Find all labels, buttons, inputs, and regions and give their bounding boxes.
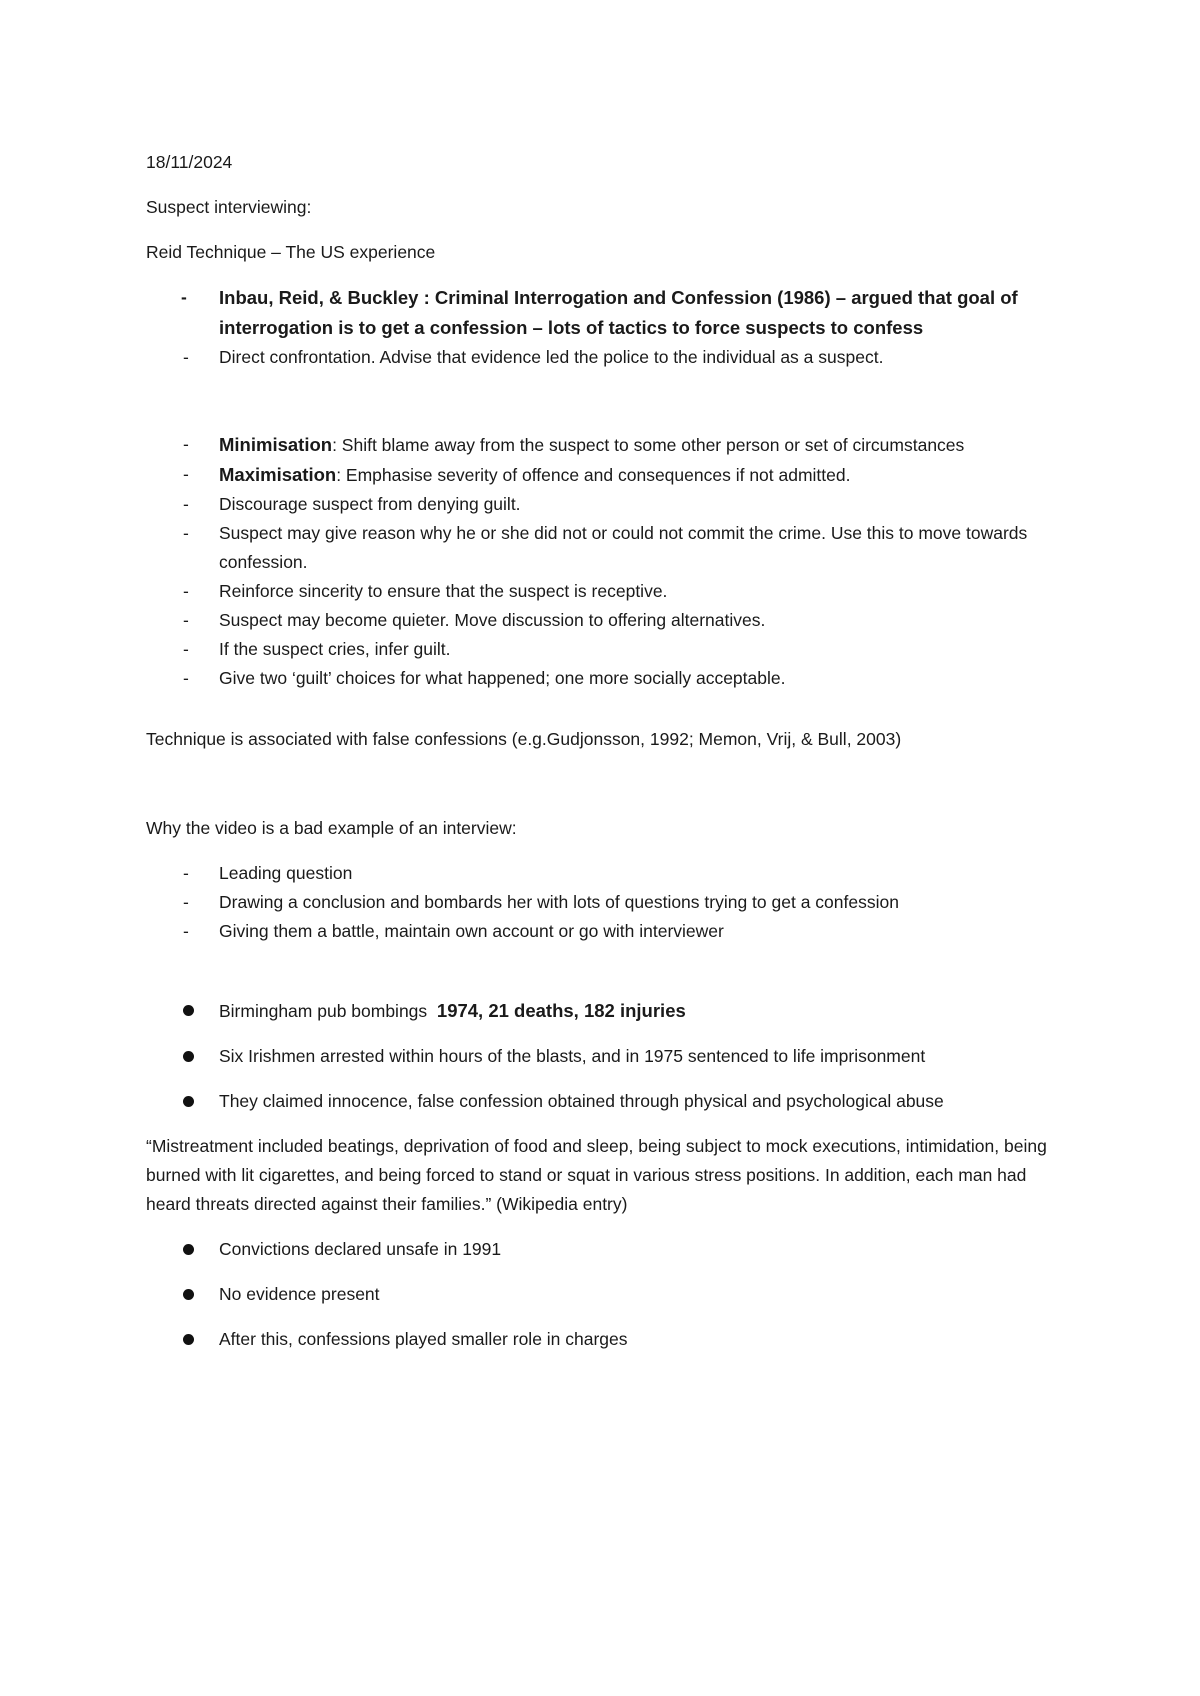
mistreatment-quote: “Mistreatment included beatings, deprivation of food and sleep, being subject to mock executions, intimidation, being burned with lit cigarettes, and being forced to stand or squat in various stress positions. In addition, each man had heard threats directed against their families.” (Wikipedia entry) <box>146 1136 1047 1214</box>
dash-marker: - <box>183 921 189 941</box>
dash-marker: - <box>183 347 189 367</box>
tactics-list <box>146 430 1066 693</box>
reid-point: Direct confrontation. Advise that evidence led the police to the individual as a suspect. <box>219 347 884 367</box>
dash-marker: - <box>183 581 189 601</box>
video-heading: Why the video is a bad example of an interview: <box>146 818 517 838</box>
video-point: Leading question <box>219 863 353 883</box>
list-item <box>146 283 1066 343</box>
subtitle: Reid Technique – The US experience <box>146 242 436 262</box>
dash-marker: - <box>181 287 187 307</box>
outcome-point: Convictions declared unsafe in 1991 <box>219 1239 502 1259</box>
list-item <box>146 917 1066 946</box>
list-item <box>146 635 1066 664</box>
outcome-list <box>146 1235 1066 1354</box>
list-item <box>146 343 1066 372</box>
page-title: Suspect interviewing: <box>146 197 312 217</box>
dash-marker: - <box>183 494 189 514</box>
reid-list <box>146 283 1066 372</box>
list-item <box>146 1042 1066 1071</box>
bullet-dot-icon <box>183 1096 194 1107</box>
maximisation-text: : Emphasise severity of offence and consequences if not admitted. <box>336 465 851 485</box>
list-item <box>146 996 1066 1026</box>
list-item <box>146 519 1066 577</box>
list-item <box>146 577 1066 606</box>
maximisation-label: Maximisation <box>219 464 337 485</box>
list-item <box>146 1087 1066 1116</box>
dash-marker: - <box>183 863 189 883</box>
list-item <box>146 1325 1066 1354</box>
bullet-dot-icon <box>183 1334 194 1345</box>
list-item <box>146 664 1066 693</box>
birmingham-list <box>146 996 1066 1116</box>
list-item <box>146 490 1066 519</box>
video-point: Drawing a conclusion and bombards her with lots of questions trying to get a confession <box>219 892 899 912</box>
dash-marker: - <box>183 668 189 688</box>
birmingham-stats: 1974, 21 deaths, 182 injuries <box>436 1000 686 1021</box>
video-point: Giving them a battle, maintain own account or go with interviewer <box>219 921 724 941</box>
outcome-point: After this, confessions played smaller role in charges <box>219 1329 628 1349</box>
list-item <box>146 460 1066 490</box>
list-item <box>146 430 1066 460</box>
tactic-point: Reinforce sincerity to ensure that the suspect is receptive. <box>219 581 668 601</box>
tactic-point: Suspect may become quieter. Move discussion to offering alternatives. <box>219 610 766 630</box>
tactic-point: Suspect may give reason why he or she did not or could not commit the crime. Use this to move towards confession. <box>219 523 1028 572</box>
list-item <box>146 1280 1066 1309</box>
dash-marker: - <box>183 610 189 630</box>
birmingham-point: Six Irishmen arrested within hours of the blasts, and in 1975 sentenced to life imprisonment <box>219 1046 926 1066</box>
tactic-point: Give two ‘guilt’ choices for what happened; one more socially acceptable. <box>219 668 786 688</box>
reid-intro: Inbau, Reid, & Buckley : Criminal Interrogation and Confession (1986) – argued that goal of interrogation is to get a confession – lots of tactics to force suspects to confess <box>219 287 1018 338</box>
tactic-point: Discourage suspect from denying guilt. <box>219 494 521 514</box>
bullet-dot-icon <box>183 1244 194 1255</box>
bullet-dot-icon <box>183 1005 194 1016</box>
list-item <box>146 888 1066 917</box>
minimisation-label: Minimisation <box>219 434 333 455</box>
birmingham-point: They claimed innocence, false confession obtained through physical and psychological abuse <box>219 1091 944 1111</box>
date: 18/11/2024 <box>146 152 233 172</box>
dash-marker: - <box>183 434 189 454</box>
outcome-point: No evidence present <box>219 1284 380 1304</box>
dash-marker: - <box>183 523 189 543</box>
dash-marker: - <box>183 464 189 484</box>
tactic-point: If the suspect cries, infer guilt. <box>219 639 451 659</box>
bullet-dot-icon <box>183 1289 194 1300</box>
dash-marker: - <box>183 639 189 659</box>
list-item <box>146 859 1066 888</box>
birmingham-event: Birmingham pub bombings <box>219 1001 428 1021</box>
document-body <box>146 148 1066 1370</box>
minimisation-text: : Shift blame away from the suspect to some other person or set of circumstances <box>332 435 965 455</box>
bullet-dot-icon <box>183 1051 194 1062</box>
list-item <box>146 606 1066 635</box>
list-item <box>146 1235 1066 1264</box>
video-list <box>146 859 1066 946</box>
dash-marker: - <box>183 892 189 912</box>
false-confessions-note: Technique is associated with false confessions (e.g.Gudjonsson, 1992; Memon, Vrij, & Bull, 2003) <box>146 729 902 749</box>
